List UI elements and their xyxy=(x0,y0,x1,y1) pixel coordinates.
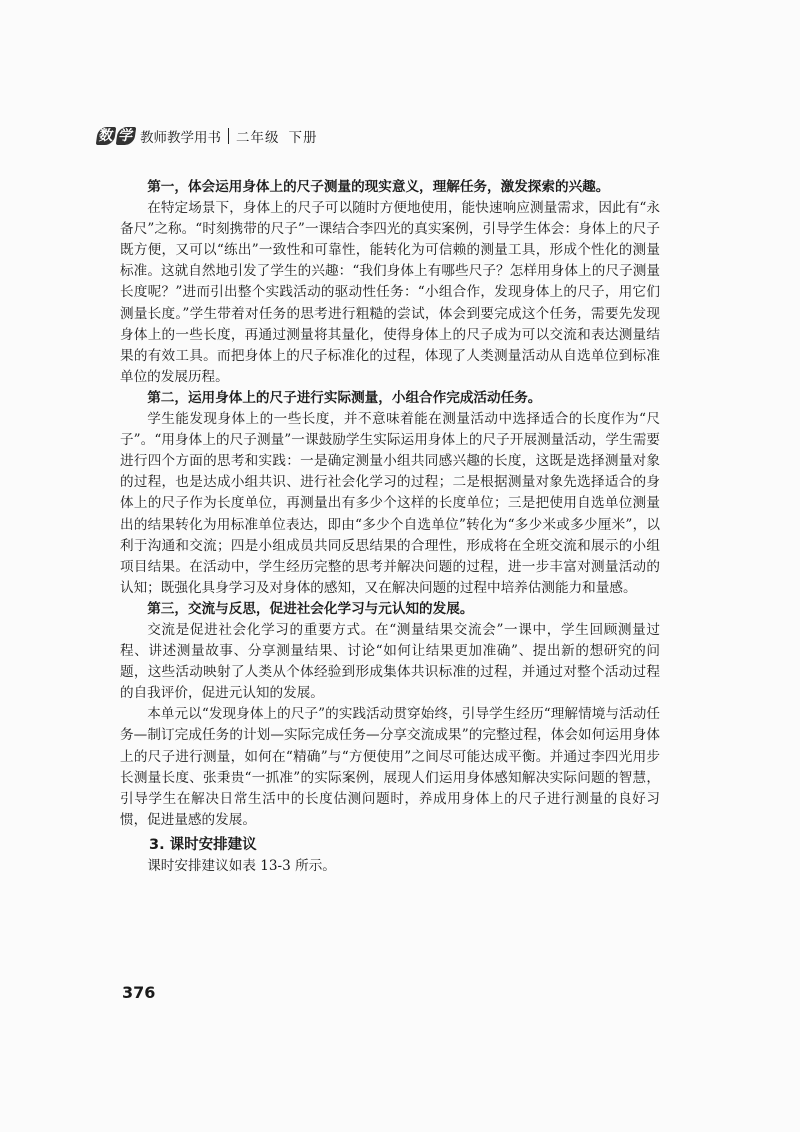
logo-char-xue: 学 xyxy=(116,127,137,145)
paragraph-heading-1: 第一，体会运用身体上的尺子测量的现实意义，理解任务，激发探索的兴趣。 xyxy=(147,179,610,195)
grade-label xyxy=(236,126,318,146)
paragraph: 交流是促进社会化学习的重要方式。在“测量结果交流会”一课中，学生回顾测量过程、讲述测量故事、分享测量结果、讨论“如何让结果更加准确”、提出新的想研究的问题，这些活动映射了人类从个体经验到形成集体共识标准的过程，并通过对整个活动过程的自我评价，促进元认知的发展。 xyxy=(120,621,660,702)
term-text: 下册 xyxy=(288,130,318,146)
logo-char-shu: 数 xyxy=(96,127,117,145)
paragraph-heading-2: 第二，运用身体上的尺子进行实际测量，小组合作完成活动任务。 xyxy=(147,389,542,406)
grade-text: 二年级 xyxy=(236,130,280,146)
paragraph: 本单元以“发现身体上的尺子”的实践活动贯穿始终，引导学生经历“理解情境与活动任务—制订完成任务的计划—实际完成任务—分享交流成果”的完整过程，体会如何运用身体上的尺子进行测量，如何在“精确”与“方便使用”之间尽可能达成平衡。并通过李四光用步长测量长度、张秉贵“一抓准”的实际案例，展现人们运用身体感知解决实际问题的智慧，引导学生在解决日常生活中的长度估测问题时，养成用身体上的尺子进行测量的良好习惯，促进量感的发展。 xyxy=(120,706,660,828)
section-body: 课时安排建议如表 13-3 所示。 xyxy=(147,858,336,874)
book-name: 教师教学用书 xyxy=(140,130,221,146)
textbook-logo xyxy=(97,127,135,145)
paragraph-heading-3: 第三，交流与反思，促进社会化学习与元认知的发展。 xyxy=(147,600,474,617)
running-header xyxy=(97,124,318,148)
header-divider xyxy=(228,128,229,144)
section-title: 3. 课时安排建议 xyxy=(149,836,257,853)
paragraph: 在特定场景下，身体上的尺子可以随时方便地使用，能快速响应测量需求，因此有“永备尺”之称。“时刻携带的尺子”一课结合李四光的真实案例，引导学生体会：身体上的尺子既方便，又可以“练出”一致性和可靠性，能转化为可信赖的测量工具，形成个性化的测量标准。这就自然地引发了学生的兴趣：“我们身体上有哪些尺子？怎样用身体上的尺子测量长度呢？”进而引出整个实践活动的驱动性任务：“小组合作，发现身体上的尺子，用它们测量长度。”学生带着对任务的思考进行粗糙的尝试，体会到要完成这个任务，需要先发现身体上的一些长度，再通过测量将其量化，使得身体上的尺子成为可以交流和表达测量结果的有效工具。而把身体上的尺子标准化的过程，体现了人类测量活动从自选单位到标准单位的发展历程。 xyxy=(120,200,660,385)
paragraph: 学生能发现身体上的一些长度，并不意味着能在测量活动中选择适合的长度作为“尺子”。“用身体上的尺子测量”一课鼓励学生实际运用身体上的尺子开展测量活动，学生需要进行四个方面的思考和实践：一是确定测量小组共同感兴趣的长度，这既是选择测量对象的过程，也是达成小组共识、进行社会化学习的过程；二是根据测量对象先选择适合的身体上的尺子作为长度单位，再测量出有多少个这样的长度单位；三是把使用自选单位测量出的结果转化为用标准单位表达，即由“多少个自选单位”转化为“多少米或多少厘米”，以利于沟通和交流；四是小组成员共同反思结果的合理性，形成将在全班交流和展示的小组项目结果。在活动中，学生经历完整的思考并解决问题的过程，进一步丰富对测量活动的认知；既强化具身学习及对身体的感知，又在解决问题的过程中培养估测能力和量感。 xyxy=(120,411,660,596)
body-text xyxy=(120,177,660,877)
page-number: 376 xyxy=(122,983,156,1002)
